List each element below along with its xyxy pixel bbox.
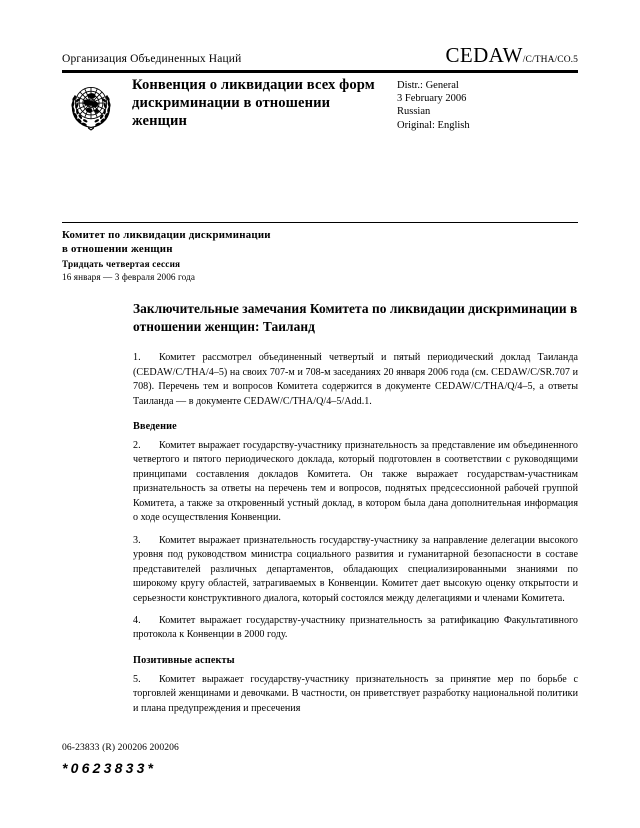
barcode-text: *0623833* bbox=[62, 760, 157, 776]
job-number: 06-23833 (R) 200206 200206 bbox=[62, 742, 179, 753]
paragraph-text: Комитет выражает государству-участнику признательность за принятие мер по борьбе с торговлей женщинами и девочками. В частности, он приветствует разработку национальной политики и плана предупреждения и пресечения bbox=[133, 673, 578, 714]
paragraph-3 bbox=[133, 534, 578, 606]
paragraph-number: 5. bbox=[133, 673, 141, 685]
document-body bbox=[133, 300, 578, 724]
paragraph-4 bbox=[133, 614, 578, 643]
page-footer bbox=[62, 742, 578, 778]
distribution-block bbox=[397, 76, 578, 132]
distribution-line: Distr.: General bbox=[397, 80, 459, 91]
session-dates: 16 января — 3 февраля 2006 года bbox=[62, 271, 196, 282]
page-title: Заключительные замечания Комитета по ликвидации дискриминации в отношении женщин: Таиланд bbox=[133, 301, 578, 334]
paragraph-5 bbox=[133, 673, 578, 716]
convention-title: Конвенция о ликвидации всех форм дискриминации в отношении женщин bbox=[132, 77, 375, 130]
paragraph-text: Комитет выражает государству-участнику признательность за представление им объединенного четвертого и пятого периодического доклада, который подготовлен в соответствии с руководящими принципами составления докладов Комитета. Он также выражает государствам-участникам признательность за ответы на перечень тем и вопросов, поднятых предсессионной рабочей группой Комитета, а также за откровенный устный доклад, в котором была дана дополнительная информация о ходе осуществления Конвенции. bbox=[133, 440, 578, 524]
session-name: Тридцать четвертая сессия bbox=[62, 258, 181, 269]
paragraph-1 bbox=[133, 351, 578, 409]
organization-name: Организация Объединенных Наций bbox=[62, 53, 242, 65]
document-language: Russian bbox=[397, 106, 431, 118]
masthead-rule-top bbox=[62, 70, 578, 73]
committee-block bbox=[62, 228, 578, 283]
committee-name bbox=[62, 228, 578, 257]
paragraph-text: Комитет выражает признательность государству-участнику за направление делегации высокого уровня под руководством министра социального развития и гуманитарной безопасности в составе представителей различных департаментов, обладающих специализированными знаниями по широкому кругу областей, затрагиваемых в Конвенции. Комитет дает высокую оценку открытости и серьезности конструктивного диалога, который состоялся между делегациями и членами Комитета. bbox=[133, 534, 578, 604]
document-symbol bbox=[445, 45, 578, 66]
paragraph-number: 3. bbox=[133, 534, 141, 546]
paragraph-number: 4. bbox=[133, 614, 141, 626]
document-symbol-main: CEDAW bbox=[445, 43, 523, 67]
paragraph-number: 1. bbox=[133, 352, 141, 364]
paragraph-number: 2. bbox=[133, 440, 141, 451]
masthead bbox=[62, 44, 578, 66]
document-symbol-suffix: /C/THA/CO.5 bbox=[522, 54, 578, 65]
heading-positive-aspects: Позитивные аспекты bbox=[133, 654, 235, 666]
document-date: 3 February 2006 bbox=[397, 93, 467, 105]
un-emblem-icon bbox=[62, 77, 120, 135]
paragraph-2 bbox=[133, 439, 578, 526]
paragraph-text: Комитет рассмотрел объединенный четвертый и пятый периодический доклад Таиланда (CEDAW/C/THA/4–5) на своих 707-м и 708-м заседаниях 20 января 2006 года (см. CEDAW/C/SR.707 и 708). Перечень тем и вопросов Комитета содержится в документе CEDAW/C/THA/Q/4–5, а ответы Таиланда — в документе CEDAW/C/THA/Q/4–5/Add.1. bbox=[133, 352, 578, 407]
masthead-top-row bbox=[62, 44, 578, 66]
identity-block bbox=[62, 76, 578, 135]
committee-rule bbox=[62, 222, 578, 223]
committee-name-line2: в отношении женщин bbox=[62, 243, 173, 256]
committee-name-line1: Комитет по ликвидации дискриминации bbox=[62, 229, 271, 241]
paragraph-text: Комитет выражает государству-участнику признательность за ратификацию Факультативного протокола к Конвенции в 2000 году. bbox=[133, 614, 578, 641]
original-language: Original: English bbox=[397, 119, 470, 131]
heading-introduction: Введение bbox=[133, 421, 177, 432]
